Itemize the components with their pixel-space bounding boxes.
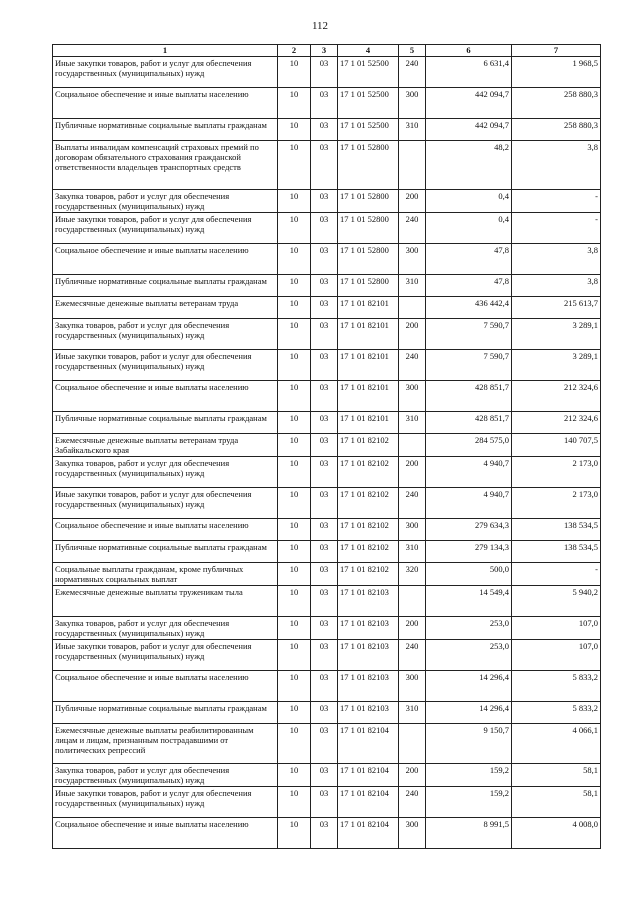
section-cell: 10 [278,818,311,849]
target-article-cell: 17 1 01 82104 [338,787,399,818]
row-name-cell: Закупка товаров, работ и услуг для обеспечения государственных (муниципальных) нужд [53,617,278,640]
subsection-cell: 03 [311,541,338,563]
table-row [53,350,601,381]
amount-plan-cell: 7 590,7 [426,319,512,350]
amount-plan-cell: 14 296,4 [426,702,512,724]
row-name-cell: Закупка товаров, работ и услуг для обеспечения государственных (муниципальных) нужд [53,319,278,350]
expense-type-cell: 240 [399,213,426,244]
subsection-cell: 03 [311,563,338,586]
expense-type-cell: 200 [399,457,426,488]
target-article-cell: 17 1 01 82102 [338,519,399,541]
row-name-cell: Ежемесячные денежные выплаты реабилитированным лицам и лицам, признанным пострадавшими от политических репрессий [53,724,278,764]
amount-executed-cell: 5 833,2 [512,671,601,702]
amount-plan-cell: 500,0 [426,563,512,586]
subsection-cell: 03 [311,818,338,849]
amount-plan-cell: 47,8 [426,275,512,297]
expense-type-cell [399,297,426,319]
subsection-cell: 03 [311,488,338,519]
expense-type-cell [399,586,426,617]
section-cell: 10 [278,519,311,541]
expense-type-cell: 300 [399,244,426,275]
row-name-cell: Ежемесячные денежные выплаты ветеранам труда Забайкальского края [53,434,278,457]
row-name-cell: Закупка товаров, работ и услуг для обеспечения государственных (муниципальных) нужд [53,457,278,488]
subsection-cell: 03 [311,88,338,119]
subsection-cell: 03 [311,519,338,541]
section-cell: 10 [278,381,311,412]
table-row [53,319,601,350]
row-name-cell: Социальное обеспечение и иные выплаты населению [53,818,278,849]
section-cell: 10 [278,319,311,350]
amount-plan-cell: 253,0 [426,640,512,671]
amount-plan-cell: 8 991,5 [426,818,512,849]
row-name-cell: Публичные нормативные социальные выплаты гражданам [53,412,278,434]
target-article-cell: 17 1 01 82101 [338,412,399,434]
section-cell: 10 [278,457,311,488]
section-cell: 10 [278,350,311,381]
row-name-cell: Социальное обеспечение и иные выплаты населению [53,671,278,702]
target-article-cell: 17 1 01 52500 [338,119,399,141]
subsection-cell: 03 [311,640,338,671]
subsection-cell: 03 [311,297,338,319]
page-number: 112 [311,20,329,32]
amount-plan-cell: 4 940,7 [426,457,512,488]
row-name-cell: Закупка товаров, работ и услуг для обеспечения государственных (муниципальных) нужд [53,764,278,787]
row-name-cell: Социальное обеспечение и иные выплаты населению [53,88,278,119]
section-cell: 10 [278,88,311,119]
section-cell: 10 [278,541,311,563]
table-row [53,787,601,818]
amount-plan-cell: 284 575,0 [426,434,512,457]
row-name-cell: Иные закупки товаров, работ и услуг для обеспечения государственных (муниципальных) нужд [53,213,278,244]
amount-plan-cell: 279 134,3 [426,541,512,563]
expense-type-cell: 310 [399,412,426,434]
table-row [53,190,601,213]
amount-executed-cell: 5 833,2 [512,702,601,724]
row-name-cell: Ежемесячные денежные выплаты труженикам тыла [53,586,278,617]
expense-type-cell [399,141,426,190]
table-row [53,519,601,541]
target-article-cell: 17 1 01 82103 [338,671,399,702]
target-article-cell: 17 1 01 82101 [338,381,399,412]
subsection-cell: 03 [311,787,338,818]
subsection-cell: 03 [311,457,338,488]
table-row [53,141,601,190]
col-header-name: 1 [53,45,278,57]
section-cell: 10 [278,297,311,319]
target-article-cell: 17 1 01 52500 [338,57,399,88]
table-row [53,244,601,275]
amount-executed-cell: 138 534,5 [512,541,601,563]
row-name-cell: Социальное обеспечение и иные выплаты населению [53,519,278,541]
row-name-cell: Иные закупки товаров, работ и услуг для обеспечения государственных (муниципальных) нужд [53,640,278,671]
target-article-cell: 17 1 01 82102 [338,488,399,519]
amount-plan-cell: 253,0 [426,617,512,640]
expense-type-cell: 300 [399,519,426,541]
expense-type-cell: 240 [399,57,426,88]
amount-plan-cell: 6 631,4 [426,57,512,88]
amount-plan-cell: 428 851,7 [426,381,512,412]
table-row [53,412,601,434]
subsection-cell: 03 [311,434,338,457]
amount-executed-cell: 258 880,3 [512,119,601,141]
subsection-cell: 03 [311,617,338,640]
amount-executed-cell: 2 173,0 [512,488,601,519]
section-cell: 10 [278,787,311,818]
table-row [53,702,601,724]
row-name-cell: Ежемесячные денежные выплаты ветеранам труда [53,297,278,319]
expense-type-cell: 240 [399,640,426,671]
row-name-cell: Социальное обеспечение и иные выплаты населению [53,381,278,412]
expense-type-cell: 240 [399,350,426,381]
row-name-cell: Иные закупки товаров, работ и услуг для обеспечения государственных (муниципальных) нужд [53,787,278,818]
target-article-cell: 17 1 01 82104 [338,724,399,764]
subsection-cell: 03 [311,141,338,190]
col-header-target-article: 4 [338,45,399,57]
section-cell: 10 [278,190,311,213]
table-row [53,213,601,244]
target-article-cell: 17 1 01 82101 [338,297,399,319]
target-article-cell: 17 1 01 52800 [338,190,399,213]
amount-executed-cell: 3,8 [512,141,601,190]
row-name-cell: Иные закупки товаров, работ и услуг для обеспечения государственных (муниципальных) нужд [53,57,278,88]
col-header-amount-executed: 7 [512,45,601,57]
table-row [53,381,601,412]
section-cell: 10 [278,412,311,434]
section-cell: 10 [278,640,311,671]
section-cell: 10 [278,764,311,787]
row-name-cell: Выплаты инвалидам компенсаций страховых премий по договорам обязательного страхования гражданской ответственности владельцев транспортных средств [53,141,278,190]
section-cell: 10 [278,702,311,724]
subsection-cell: 03 [311,702,338,724]
row-name-cell: Иные закупки товаров, работ и услуг для обеспечения государственных (муниципальных) нужд [53,350,278,381]
amount-plan-cell: 48,2 [426,141,512,190]
section-cell: 10 [278,724,311,764]
amount-plan-cell: 442 094,7 [426,119,512,141]
amount-executed-cell: 3 289,1 [512,319,601,350]
amount-executed-cell: 212 324,6 [512,381,601,412]
amount-executed-cell: 212 324,6 [512,412,601,434]
section-cell: 10 [278,671,311,702]
table-row [53,818,601,849]
section-cell: 10 [278,141,311,190]
amount-executed-cell: - [512,190,601,213]
subsection-cell: 03 [311,213,338,244]
table-row [53,586,601,617]
section-cell: 10 [278,488,311,519]
expense-type-cell: 310 [399,119,426,141]
section-cell: 10 [278,434,311,457]
subsection-cell: 03 [311,381,338,412]
amount-plan-cell: 14 296,4 [426,671,512,702]
row-name-cell: Иные закупки товаров, работ и услуг для обеспечения государственных (муниципальных) нужд [53,488,278,519]
subsection-cell: 03 [311,190,338,213]
expense-type-cell: 300 [399,381,426,412]
table-row [53,119,601,141]
amount-plan-cell: 279 634,3 [426,519,512,541]
subsection-cell: 03 [311,350,338,381]
amount-executed-cell: - [512,563,601,586]
table-row [53,88,601,119]
target-article-cell: 17 1 01 82102 [338,434,399,457]
subsection-cell: 03 [311,412,338,434]
target-article-cell: 17 1 01 82102 [338,541,399,563]
row-name-cell: Публичные нормативные социальные выплаты гражданам [53,275,278,297]
target-article-cell: 17 1 01 52800 [338,213,399,244]
target-article-cell: 17 1 01 52800 [338,141,399,190]
table-row [53,275,601,297]
expense-type-cell: 310 [399,702,426,724]
amount-executed-cell: 1 968,5 [512,57,601,88]
col-header-section: 2 [278,45,311,57]
subsection-cell: 03 [311,244,338,275]
subsection-cell: 03 [311,724,338,764]
col-header-expense-type: 5 [399,45,426,57]
expense-type-cell: 310 [399,275,426,297]
target-article-cell: 17 1 01 82101 [338,350,399,381]
amount-executed-cell: - [512,213,601,244]
amount-executed-cell: 3 289,1 [512,350,601,381]
row-name-cell: Социальное обеспечение и иные выплаты населению [53,244,278,275]
section-cell: 10 [278,119,311,141]
expense-type-cell: 320 [399,563,426,586]
amount-plan-cell: 436 442,4 [426,297,512,319]
section-cell: 10 [278,57,311,88]
amount-plan-cell: 7 590,7 [426,350,512,381]
expense-type-cell: 300 [399,818,426,849]
amount-executed-cell: 215 613,7 [512,297,601,319]
table-row [53,724,601,764]
subsection-cell: 03 [311,119,338,141]
amount-executed-cell: 58,1 [512,787,601,818]
amount-plan-cell: 9 150,7 [426,724,512,764]
section-cell: 10 [278,563,311,586]
subsection-cell: 03 [311,671,338,702]
amount-plan-cell: 14 549,4 [426,586,512,617]
subsection-cell: 03 [311,275,338,297]
table-row [53,671,601,702]
table-row [53,617,601,640]
amount-executed-cell: 258 880,3 [512,88,601,119]
target-article-cell: 17 1 01 82103 [338,702,399,724]
col-header-subsection: 3 [311,45,338,57]
row-name-cell: Закупка товаров, работ и услуг для обеспечения государственных (муниципальных) нужд [53,190,278,213]
target-article-cell: 17 1 01 52500 [338,88,399,119]
target-article-cell: 17 1 01 82104 [338,818,399,849]
table-row [53,297,601,319]
target-article-cell: 17 1 01 82103 [338,640,399,671]
header-row [53,45,601,57]
amount-executed-cell: 107,0 [512,617,601,640]
target-article-cell: 17 1 01 82102 [338,563,399,586]
target-article-cell: 17 1 01 82104 [338,764,399,787]
expense-type-cell: 300 [399,88,426,119]
amount-plan-cell: 159,2 [426,764,512,787]
row-name-cell: Публичные нормативные социальные выплаты гражданам [53,119,278,141]
amount-plan-cell: 4 940,7 [426,488,512,519]
target-article-cell: 17 1 01 82103 [338,617,399,640]
amount-executed-cell: 4 008,0 [512,818,601,849]
amount-plan-cell: 47,8 [426,244,512,275]
target-article-cell: 17 1 01 82101 [338,319,399,350]
table-row [53,457,601,488]
table-row [53,541,601,563]
amount-executed-cell: 3,8 [512,244,601,275]
expense-type-cell: 200 [399,190,426,213]
target-article-cell: 17 1 01 52800 [338,244,399,275]
expense-type-cell: 300 [399,671,426,702]
subsection-cell: 03 [311,586,338,617]
col-header-amount-plan: 6 [426,45,512,57]
expense-type-cell: 200 [399,617,426,640]
expense-type-cell: 200 [399,319,426,350]
subsection-cell: 03 [311,57,338,88]
amount-executed-cell: 58,1 [512,764,601,787]
table-row [53,57,601,88]
section-cell: 10 [278,586,311,617]
section-cell: 10 [278,213,311,244]
expense-type-cell [399,434,426,457]
amount-plan-cell: 0,4 [426,213,512,244]
expense-type-cell: 240 [399,787,426,818]
expense-type-cell: 200 [399,764,426,787]
row-name-cell: Социальные выплаты гражданам, кроме публичных нормативных социальных выплат [53,563,278,586]
section-cell: 10 [278,244,311,275]
amount-executed-cell: 4 066,1 [512,724,601,764]
expense-type-cell: 240 [399,488,426,519]
amount-executed-cell: 138 534,5 [512,519,601,541]
amount-executed-cell: 3,8 [512,275,601,297]
row-name-cell: Публичные нормативные социальные выплаты гражданам [53,702,278,724]
table-row [53,764,601,787]
row-name-cell: Публичные нормативные социальные выплаты гражданам [53,541,278,563]
expense-type-cell [399,724,426,764]
section-cell: 10 [278,275,311,297]
table-row [53,563,601,586]
amount-executed-cell: 2 173,0 [512,457,601,488]
table-row [53,434,601,457]
target-article-cell: 17 1 01 52800 [338,275,399,297]
amount-plan-cell: 0,4 [426,190,512,213]
target-article-cell: 17 1 01 82103 [338,586,399,617]
table-row [53,488,601,519]
amount-plan-cell: 428 851,7 [426,412,512,434]
amount-executed-cell: 107,0 [512,640,601,671]
expense-type-cell: 310 [399,541,426,563]
amount-executed-cell: 140 707,5 [512,434,601,457]
budget-table [52,44,601,849]
amount-plan-cell: 442 094,7 [426,88,512,119]
subsection-cell: 03 [311,764,338,787]
amount-executed-cell: 5 940,2 [512,586,601,617]
table-row [53,640,601,671]
target-article-cell: 17 1 01 82102 [338,457,399,488]
section-cell: 10 [278,617,311,640]
amount-plan-cell: 159,2 [426,787,512,818]
subsection-cell: 03 [311,319,338,350]
